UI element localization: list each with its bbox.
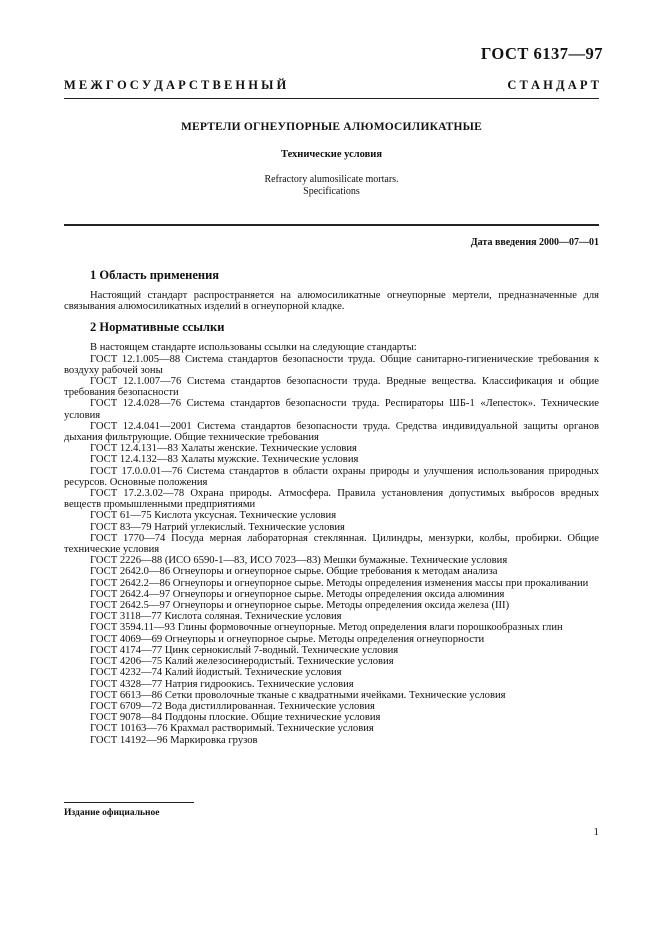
reference-list <box>64 354 599 746</box>
document-body <box>64 268 599 746</box>
top-divider <box>64 98 599 99</box>
section-2-intro: В настоящем стандарте использованы ссылки на следующие стандарты: <box>90 342 417 354</box>
reference-item: ГОСТ 6613—86 Сетки проволочные тканые с квадратными ячейками. Технические условия <box>90 689 506 701</box>
reference-item: ГОСТ 4232—74 Калий йодистый. Технические условия <box>90 667 342 679</box>
reference-item: ГОСТ 4174—77 Цинк сернокислый 7-водный. Технические условия <box>90 644 399 656</box>
reference-item: ГОСТ 61—75 Кислота уксусная. Технические условия <box>90 510 337 522</box>
document-subtitle: Технические условия <box>280 149 383 160</box>
reference-item: ГОСТ 2642.5—97 Огнеупоры и огнеупорное сырье. Методы определения оксида железа (III) <box>90 600 510 612</box>
reference-item: ГОСТ 12.4.131—83 Халаты женские. Технические условия <box>90 443 357 455</box>
reference-item: ГОСТ 17.2.3.02—78 Охрана природы. Атмосфера. Правила установления допустимых выбросов вредных веществ промышленными предприятиями <box>64 488 599 511</box>
section-2-heading: 2 Нормативные ссылки <box>90 320 225 335</box>
reference-item: ГОСТ 3118—77 Кислота соляная. Технические условия <box>90 611 342 623</box>
reference-item: ГОСТ 12.1.005—88 Система стандартов безопасности труда. Общие санитарно-гигиенические требования к воздуху рабочей зоны <box>64 353 599 376</box>
reference-item: ГОСТ 2642.4—97 Огнеупоры и огнеупорное сырье. Методы определения оксида алюминия <box>90 588 505 600</box>
reference-item: ГОСТ 10163—76 Крахмал растворимый. Технические условия <box>90 723 374 735</box>
reference-item: ГОСТ 2642.0—86 Огнеупоры и огнеупорное сырье. Общие требования к методам анализа <box>90 566 498 578</box>
reference-item: ГОСТ 4069—69 Огнеупоры и огнеупорное сырье. Методы определения огнеупорности <box>90 633 485 645</box>
reference-item: ГОСТ 1770—74 Посуда мерная лабораторная стеклянная. Цилиндры, мензурки, колбы, пробирки. Общие технические условия <box>64 532 599 556</box>
document-title: МЕРТЕЛИ ОГНЕУПОРНЫЕ АЛЮМОСИЛИКАТНЫЕ <box>180 121 483 133</box>
edition-label: Издание официальное <box>64 808 160 818</box>
reference-item: ГОСТ 12.4.041—2001 Система стандартов безопасности труда. Средства индивидуальной защиты органов дыхания фильтрующие. Общие технические требования <box>64 420 599 444</box>
gost-number: ГОСТ 6137—97 <box>480 44 603 63</box>
standard-label-word-2: С Т А Н Д А Р Т <box>507 78 599 92</box>
reference-item: ГОСТ 3594.11—93 Глины формовочные огнеупорные. Метод определения влаги порошкообразных глин <box>90 622 563 634</box>
reference-item: ГОСТ 6709—72 Вода дистиллированная. Технические условия <box>90 700 375 712</box>
reference-item: ГОСТ 4206—75 Калий железосинеродистый. Технические условия <box>90 656 394 668</box>
standard-label-word-1: М Е Ж Г О С У Д А Р С Т В Е Н Н Ы Й <box>64 78 287 92</box>
reference-item: ГОСТ 12.1.007—76 Система стандартов безопасности труда. Вредные вещества. Классификация и общие требования безопасности <box>64 376 599 399</box>
reference-item: ГОСТ 83—79 Натрий углекислый. Технические условия <box>90 521 345 533</box>
footer-divider <box>64 802 194 803</box>
section-1-heading: 1 Область применения <box>90 268 220 282</box>
section-1-text: Настоящий стандарт распространяется на алюмосиликатные огнеупорные мертели, предназначенные для связывания алюмосиликатных изделий в огнеупорной кладке. <box>64 290 599 313</box>
reference-item: ГОСТ 9078—84 Поддоны плоские. Общие технические условия <box>90 712 381 724</box>
page-number: 1 <box>593 826 599 838</box>
english-title-line-1: Refractory alumosilicate mortars. <box>264 174 399 185</box>
reference-item: ГОСТ 17.0.0.01—76 Система стандартов в области охраны природы и улучшения использования природных ресурсов. Основные положения <box>64 465 599 488</box>
reference-item: ГОСТ 2642.2—86 Огнеупоры и огнеупорное сырье. Методы определения изменения массы при прокаливании <box>90 577 589 589</box>
effective-date: Дата введения 2000—07—01 <box>470 237 599 248</box>
reference-item: ГОСТ 4328—77 Натрия гидроокись. Технические условия <box>90 678 354 690</box>
reference-item: ГОСТ 14192—96 Маркировка грузов <box>90 734 258 746</box>
middle-divider <box>64 224 599 226</box>
english-title-line-2: Specifications <box>303 186 360 197</box>
reference-item: ГОСТ 12.4.028—76 Система стандартов безопасности труда. Респираторы ШБ-1 «Лепесток». Технические условия <box>64 398 599 421</box>
reference-item: ГОСТ 2226—88 (ИСО 6590-1—83, ИСО 7023—83) Мешки бумажные. Технические условия <box>90 555 508 567</box>
document-english-title <box>64 174 599 198</box>
standard-label <box>64 78 599 93</box>
reference-item: ГОСТ 12.4.132—83 Халаты мужские. Технические условия <box>90 454 359 466</box>
